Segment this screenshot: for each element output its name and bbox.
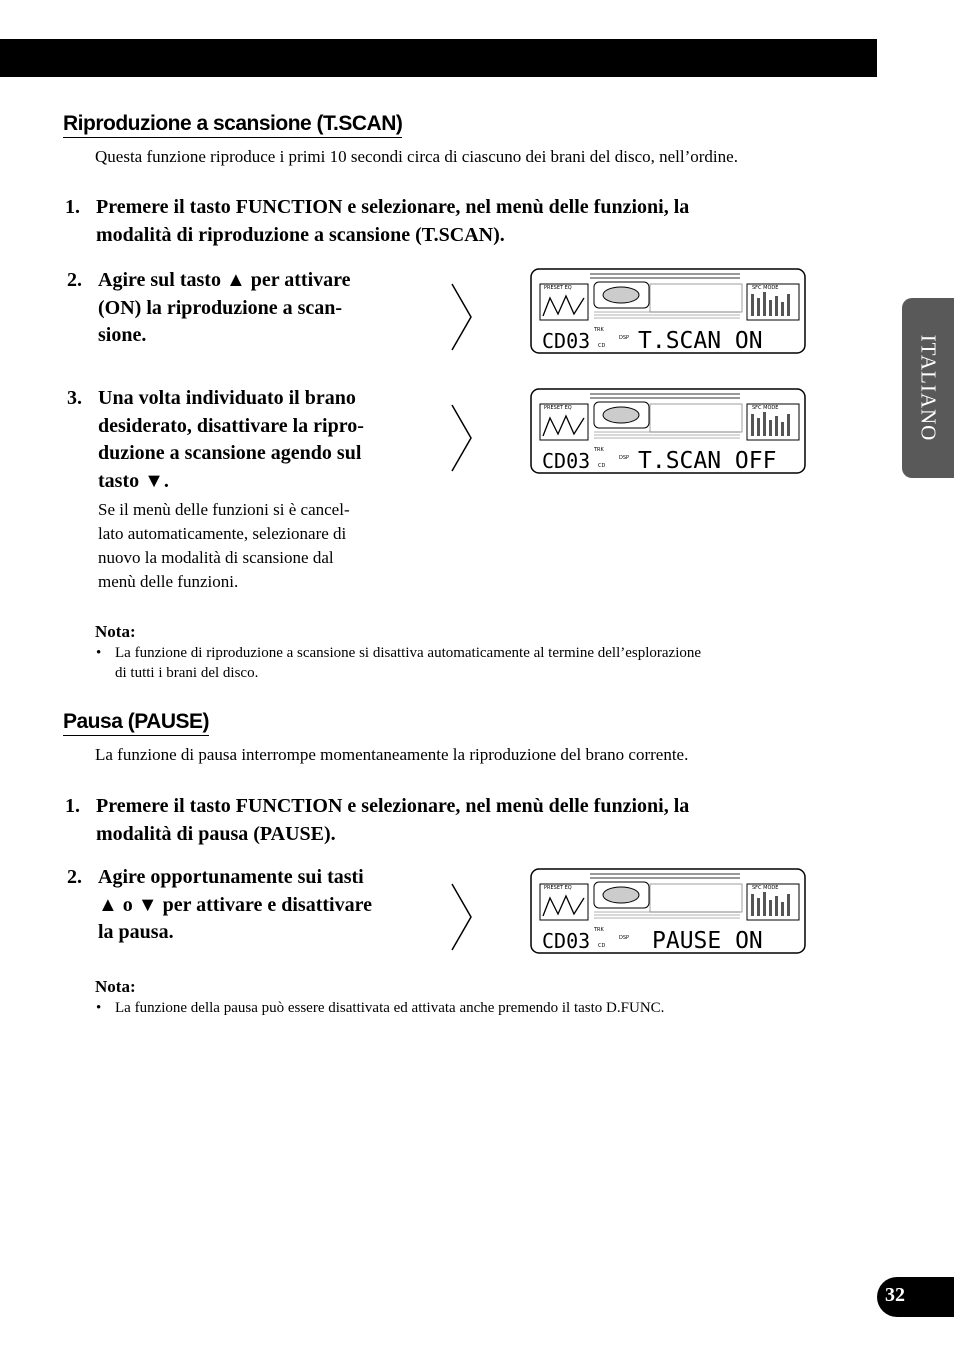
trk-label: TRK bbox=[594, 447, 604, 453]
note-line: Se il menù delle funzioni si è cancel- bbox=[98, 500, 350, 519]
dsp-label: DSP bbox=[619, 455, 630, 461]
bullet-line: La funzione di riproduzione a scansione si disattiva automaticamente al termine dell’esplorazione bbox=[115, 645, 702, 661]
language-tab-label: ITALIANO bbox=[916, 334, 941, 442]
step-number: 3. bbox=[67, 387, 82, 409]
note-line: menù delle funzioni. bbox=[98, 572, 239, 591]
step-line: Premere il tasto FUNCTION e selezionare, nel menù delle funzioni, la bbox=[96, 196, 690, 218]
tscan-step-3-note bbox=[98, 498, 350, 594]
step-line: (ON) la riproduzione a scan- bbox=[98, 296, 343, 319]
lcd-display-pause-on bbox=[530, 868, 806, 954]
lcd-left-text: CD03 bbox=[542, 329, 591, 353]
tscan-step-2 bbox=[67, 267, 351, 350]
note-line: nuovo la modalità di scansione dal bbox=[98, 548, 334, 567]
tscan-intro: Questa funzione riproduce i primi 10 secondi circa di ciascuno dei brani del disco, nell’ordine. bbox=[95, 147, 738, 166]
tscan-step-1 bbox=[65, 194, 690, 249]
step-line: Premere il tasto FUNCTION e selezionare, nel menù delle funzioni, la bbox=[96, 795, 690, 817]
car-graphic-icon bbox=[603, 887, 639, 903]
tscan-step-3 bbox=[67, 385, 364, 495]
lcd-display-tscan-off bbox=[530, 388, 806, 474]
bullet-line: di tutti i brani del disco. bbox=[115, 665, 259, 681]
section-title-pause: Pausa (PAUSE) bbox=[63, 710, 209, 736]
pause-nota-bullet bbox=[96, 998, 665, 1018]
sfc-mode-label: SFC MODE bbox=[752, 885, 779, 891]
preset-eq-label: PRESET EQ bbox=[544, 885, 572, 891]
sfc-mode-label: SFC MODE bbox=[752, 285, 779, 291]
trk-label: TRK bbox=[594, 327, 604, 333]
chevron-right-icon bbox=[450, 403, 474, 473]
pause-step-2 bbox=[67, 864, 372, 947]
bullet-dot: • bbox=[96, 645, 102, 661]
pause-nota-label: Nota: bbox=[95, 977, 136, 996]
step-line: modalità di pausa (PAUSE). bbox=[96, 822, 336, 845]
tscan-nota-bullet bbox=[96, 643, 702, 683]
step-line: ▲ o ▼ per attivare e disattivare bbox=[98, 893, 372, 916]
car-graphic-icon bbox=[603, 287, 639, 303]
dsp-label: DSP bbox=[619, 935, 630, 941]
cd-label: CD bbox=[598, 943, 606, 949]
lcd-display-tscan-on bbox=[530, 268, 806, 354]
step-line: desiderato, disattivare la ripro- bbox=[98, 414, 364, 437]
cd-label: CD bbox=[598, 463, 606, 469]
step-line: duzione a scansione agendo sul bbox=[98, 442, 362, 464]
page-number: 32 bbox=[885, 1284, 905, 1306]
preset-eq-label: PRESET EQ bbox=[544, 285, 572, 291]
step-line: la pausa. bbox=[98, 921, 174, 943]
pause-step-1 bbox=[65, 793, 690, 848]
trk-label: TRK bbox=[594, 927, 604, 933]
section-title-tscan: Riproduzione a scansione (T.SCAN) bbox=[63, 112, 402, 138]
step-line: tasto ▼. bbox=[98, 469, 169, 492]
tscan-nota-label: Nota: bbox=[95, 622, 136, 641]
step-line: Agire opportunamente sui tasti bbox=[98, 866, 364, 888]
step-line: sione. bbox=[98, 324, 147, 346]
sfc-mode-label: SFC MODE bbox=[752, 405, 779, 411]
step-line: Agire sul tasto ▲ per attivare bbox=[98, 269, 351, 291]
chevron-right-icon bbox=[450, 282, 474, 352]
bullet-dot: • bbox=[96, 1000, 102, 1016]
step-line: Una volta individuato il brano bbox=[98, 387, 356, 409]
step-line: modalità di riproduzione a scansione (T.SCAN). bbox=[96, 223, 505, 246]
step-number: 2. bbox=[67, 866, 82, 888]
lcd-main-text: PAUSE ON bbox=[652, 928, 763, 954]
page-number-badge bbox=[877, 1277, 954, 1317]
bullet-line: La funzione della pausa può essere disattivata ed attivata anche premendo il tasto D.FUNC. bbox=[115, 1000, 665, 1016]
pause-intro: La funzione di pausa interrompe momentaneamente la riproduzione del brano corrente. bbox=[95, 745, 689, 764]
dsp-label: DSP bbox=[619, 335, 630, 341]
language-tab bbox=[902, 298, 954, 478]
car-graphic-icon bbox=[603, 407, 639, 423]
lcd-main-text: T.SCAN OFF bbox=[638, 448, 777, 474]
lcd-left-text: CD03 bbox=[542, 449, 591, 473]
preset-eq-label: PRESET EQ bbox=[544, 405, 572, 411]
step-number: 1. bbox=[65, 795, 80, 817]
note-line: lato automaticamente, selezionare di bbox=[98, 524, 347, 543]
cd-label: CD bbox=[598, 343, 606, 349]
lcd-left-text: CD03 bbox=[542, 929, 591, 953]
lcd-main-text: T.SCAN ON bbox=[638, 328, 763, 354]
chevron-right-icon bbox=[450, 882, 474, 952]
step-number: 1. bbox=[65, 196, 80, 218]
top-bar bbox=[0, 39, 877, 77]
step-number: 2. bbox=[67, 269, 82, 291]
